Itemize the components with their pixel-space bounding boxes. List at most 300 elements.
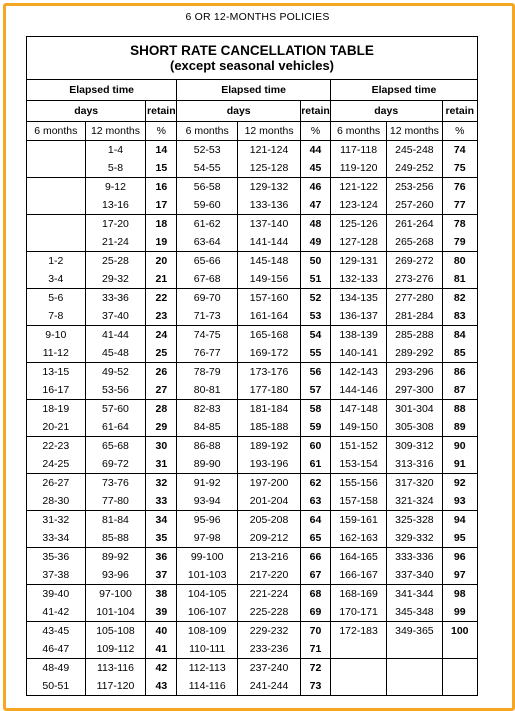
days-header-3: days [330,101,442,122]
cell-twelve-months: 245-248 [387,141,442,160]
cell-retain: 42 [146,659,177,678]
cell-six-months [27,233,86,252]
table-row [27,233,478,252]
cell-retain: 60 [301,437,331,456]
cell-retain: 81 [442,270,477,289]
cell-six-months: 168-169 [330,585,386,604]
cell-six-months [27,141,86,160]
cell-retain: 49 [301,233,331,252]
cell-retain: 48 [301,215,331,234]
cell-six-months: 112-113 [177,659,238,678]
cell-retain: 74 [442,141,477,160]
cell-six-months: 1-2 [27,252,86,271]
six-months-header-2: 6 months [177,122,238,141]
table-row [27,566,478,585]
cell-twelve-months: 277-280 [387,289,442,308]
cell-retain: 95 [442,529,477,548]
cell-six-months: 84-85 [177,418,238,437]
table-row [27,603,478,622]
table-row [27,455,478,474]
cell-six-months: 9-10 [27,326,86,345]
cell-six-months: 46-47 [27,640,86,659]
cell-retain [442,640,477,659]
cell-twelve-months: 297-300 [387,381,442,400]
cell-twelve-months: 121-124 [238,141,301,160]
cell-twelve-months: 137-140 [238,215,301,234]
table-row [27,622,478,641]
cell-six-months: 13-15 [27,363,86,382]
cell-six-months: 164-165 [330,548,386,567]
cell-six-months: 39-40 [27,585,86,604]
cell-retain: 15 [146,159,177,178]
cell-twelve-months: 165-168 [238,326,301,345]
cell-twelve-months: 193-196 [238,455,301,474]
cell-twelve-months: 141-144 [238,233,301,252]
cell-retain: 63 [301,492,331,511]
table-row [27,511,478,530]
cell-twelve-months: 233-236 [238,640,301,659]
cell-retain: 85 [442,344,477,363]
cell-six-months: 43-45 [27,622,86,641]
cell-retain: 29 [146,418,177,437]
cell-six-months: 123-124 [330,196,386,215]
cell-retain: 31 [146,455,177,474]
table-row [27,474,478,493]
cell-six-months: 134-135 [330,289,386,308]
cell-twelve-months: 209-212 [238,529,301,548]
cell-retain: 90 [442,437,477,456]
cell-retain: 93 [442,492,477,511]
cell-six-months: 129-131 [330,252,386,271]
cell-retain: 50 [301,252,331,271]
elapsed-time-header-2: Elapsed time [177,80,331,101]
percent-header-1: % [146,122,177,141]
table-row [27,215,478,234]
cell-twelve-months: 21-24 [85,233,146,252]
cell-twelve-months: 57-60 [85,400,146,419]
cell-six-months: 69-70 [177,289,238,308]
cell-six-months: 132-133 [330,270,386,289]
cell-six-months: 147-148 [330,400,386,419]
cell-six-months: 31-32 [27,511,86,530]
cell-six-months: 106-107 [177,603,238,622]
cell-retain: 36 [146,548,177,567]
cell-twelve-months: 13-16 [85,196,146,215]
cell-six-months: 26-27 [27,474,86,493]
cell-six-months [27,196,86,215]
cell-retain: 92 [442,474,477,493]
cell-twelve-months: 37-40 [85,307,146,326]
cell-six-months [27,215,86,234]
table-row [27,307,478,326]
cell-twelve-months: 129-132 [238,178,301,197]
short-rate-table [26,36,478,696]
cell-six-months: 59-60 [177,196,238,215]
cell-six-months: 157-158 [330,492,386,511]
cell-retain: 89 [442,418,477,437]
table-title-cell [27,37,478,80]
cell-twelve-months: 237-240 [238,659,301,678]
cell-retain: 26 [146,363,177,382]
cell-twelve-months: 169-172 [238,344,301,363]
cell-retain: 77 [442,196,477,215]
cell-retain: 98 [442,585,477,604]
cell-retain: 59 [301,418,331,437]
table-row [27,437,478,456]
cell-six-months: 99-100 [177,548,238,567]
cell-retain: 87 [442,381,477,400]
cell-retain: 40 [146,622,177,641]
cell-six-months: 52-53 [177,141,238,160]
cell-six-months: 50-51 [27,677,86,696]
percent-header-2: % [301,122,331,141]
cell-twelve-months: 221-224 [238,585,301,604]
table-row [27,159,478,178]
percent-header-3: % [442,122,477,141]
cell-six-months: 121-122 [330,178,386,197]
cell-twelve-months: 81-84 [85,511,146,530]
cell-twelve-months: 97-100 [85,585,146,604]
table-row [27,270,478,289]
cell-twelve-months: 213-216 [238,548,301,567]
cell-retain: 76 [442,178,477,197]
cell-retain: 56 [301,363,331,382]
elapsed-time-header-1: Elapsed time [27,80,177,101]
cell-twelve-months: 77-80 [85,492,146,511]
cell-retain: 88 [442,400,477,419]
cell-six-months: 93-94 [177,492,238,511]
cell-retain: 69 [301,603,331,622]
cell-twelve-months: 301-304 [387,400,442,419]
cell-six-months: 37-38 [27,566,86,585]
cell-twelve-months: 281-284 [387,307,442,326]
cell-twelve-months: 113-116 [85,659,146,678]
cell-retain: 66 [301,548,331,567]
cell-six-months: 54-55 [177,159,238,178]
cell-six-months: 117-118 [330,141,386,160]
cell-twelve-months: 205-208 [238,511,301,530]
cell-retain: 83 [442,307,477,326]
cell-six-months: 151-152 [330,437,386,456]
cell-twelve-months: 225-228 [238,603,301,622]
cell-twelve-months: 61-64 [85,418,146,437]
cell-twelve-months: 177-180 [238,381,301,400]
cell-six-months [330,640,386,659]
table-row [27,344,478,363]
cell-retain: 30 [146,437,177,456]
cell-six-months: 97-98 [177,529,238,548]
cell-retain: 22 [146,289,177,308]
retain-header-2: retain [301,101,331,122]
cell-six-months: 142-143 [330,363,386,382]
table-row [27,141,478,160]
cell-six-months: 20-21 [27,418,86,437]
six-months-header-1: 6 months [27,122,86,141]
elapsed-time-header-3: Elapsed time [330,80,477,101]
cell-twelve-months: 289-292 [387,344,442,363]
cell-twelve-months: 329-332 [387,529,442,548]
cell-twelve-months: 341-344 [387,585,442,604]
cell-twelve-months: 149-156 [238,270,301,289]
cell-retain: 53 [301,307,331,326]
cell-retain: 78 [442,215,477,234]
table-subtitle: (except seasonal vehicles) [169,58,335,73]
cell-twelve-months: 269-272 [387,252,442,271]
cell-retain: 100 [442,622,477,641]
cell-twelve-months: 73-76 [85,474,146,493]
cell-six-months: 82-83 [177,400,238,419]
cell-twelve-months: 321-324 [387,492,442,511]
cell-six-months: 24-25 [27,455,86,474]
table-row [27,529,478,548]
cell-retain: 33 [146,492,177,511]
cell-retain: 39 [146,603,177,622]
cell-six-months: 7-8 [27,307,86,326]
cell-retain: 71 [301,640,331,659]
cell-six-months: 78-79 [177,363,238,382]
cell-retain: 37 [146,566,177,585]
cell-twelve-months: 65-68 [85,437,146,456]
cell-six-months: 101-103 [177,566,238,585]
cell-six-months: 65-66 [177,252,238,271]
cell-six-months [330,677,386,696]
twelve-months-header-3: 12 months [387,122,442,141]
cell-retain: 80 [442,252,477,271]
table-row [27,585,478,604]
cell-retain: 68 [301,585,331,604]
cell-twelve-months: 249-252 [387,159,442,178]
retain-header-1: retain [146,101,177,122]
cell-twelve-months [387,640,442,659]
cell-retain: 99 [442,603,477,622]
cell-retain: 61 [301,455,331,474]
table-row [27,492,478,511]
cell-retain: 79 [442,233,477,252]
cell-six-months: 119-120 [330,159,386,178]
cell-retain: 17 [146,196,177,215]
cell-retain: 86 [442,363,477,382]
cell-retain: 25 [146,344,177,363]
cell-twelve-months: 53-56 [85,381,146,400]
cell-six-months: 144-146 [330,381,386,400]
twelve-months-header-1: 12 months [85,122,146,141]
cell-six-months: 155-156 [330,474,386,493]
cell-retain: 32 [146,474,177,493]
cell-six-months: 11-12 [27,344,86,363]
cell-twelve-months: 305-308 [387,418,442,437]
cell-retain: 65 [301,529,331,548]
cell-twelve-months [387,677,442,696]
table-row [27,381,478,400]
cell-six-months: 159-161 [330,511,386,530]
cell-twelve-months: 105-108 [85,622,146,641]
cell-six-months: 41-42 [27,603,86,622]
cell-six-months: 172-183 [330,622,386,641]
cell-twelve-months: 273-276 [387,270,442,289]
cell-twelve-months: 261-264 [387,215,442,234]
cell-six-months: 136-137 [330,307,386,326]
cell-retain: 67 [301,566,331,585]
cell-twelve-months: 189-192 [238,437,301,456]
cell-twelve-months: 313-316 [387,455,442,474]
cell-twelve-months: 133-136 [238,196,301,215]
cell-six-months: 114-116 [177,677,238,696]
table-row [27,196,478,215]
cell-twelve-months: 17-20 [85,215,146,234]
cell-retain: 72 [301,659,331,678]
cell-twelve-months: 309-312 [387,437,442,456]
cell-six-months [27,178,86,197]
cell-twelve-months: 293-296 [387,363,442,382]
cell-six-months: 89-90 [177,455,238,474]
cell-six-months [27,159,86,178]
cell-six-months: 166-167 [330,566,386,585]
cell-twelve-months: 349-365 [387,622,442,641]
cell-six-months: 71-73 [177,307,238,326]
cell-retain: 16 [146,178,177,197]
cell-retain: 35 [146,529,177,548]
days-header-2: days [177,101,301,122]
cell-twelve-months: 109-112 [85,640,146,659]
cell-retain: 51 [301,270,331,289]
cell-six-months: 170-171 [330,603,386,622]
cell-twelve-months: 85-88 [85,529,146,548]
cell-twelve-months: 145-148 [238,252,301,271]
cell-twelve-months: 5-8 [85,159,146,178]
cell-twelve-months: 265-268 [387,233,442,252]
table-row [27,178,478,197]
cell-retain: 18 [146,215,177,234]
table-row [27,289,478,308]
cell-twelve-months: 333-336 [387,548,442,567]
cell-six-months: 63-64 [177,233,238,252]
cell-retain: 19 [146,233,177,252]
cell-six-months: 18-19 [27,400,86,419]
cell-twelve-months: 201-204 [238,492,301,511]
cell-retain: 43 [146,677,177,696]
cell-twelve-months: 337-340 [387,566,442,585]
cell-twelve-months: 253-256 [387,178,442,197]
cell-twelve-months: 69-72 [85,455,146,474]
cell-six-months: 74-75 [177,326,238,345]
cell-retain: 73 [301,677,331,696]
cell-twelve-months: 33-36 [85,289,146,308]
six-months-header-3: 6 months [330,122,386,141]
cell-twelve-months: 181-184 [238,400,301,419]
cell-twelve-months: 25-28 [85,252,146,271]
cell-retain: 75 [442,159,477,178]
cell-six-months: 108-109 [177,622,238,641]
cell-twelve-months: 49-52 [85,363,146,382]
cell-retain: 45 [301,159,331,178]
cell-six-months: 33-34 [27,529,86,548]
cell-retain: 24 [146,326,177,345]
table-title: SHORT RATE CANCELLATION TABLE [130,43,374,58]
cell-twelve-months: 241-244 [238,677,301,696]
cell-twelve-months: 173-176 [238,363,301,382]
cell-twelve-months: 45-48 [85,344,146,363]
cell-six-months: 28-30 [27,492,86,511]
table-row [27,252,478,271]
cell-retain: 21 [146,270,177,289]
cell-six-months: 22-23 [27,437,86,456]
cell-retain: 38 [146,585,177,604]
cell-six-months: 80-81 [177,381,238,400]
cell-retain: 91 [442,455,477,474]
days-header-1: days [27,101,146,122]
cell-retain: 44 [301,141,331,160]
cell-retain: 64 [301,511,331,530]
cell-six-months: 61-62 [177,215,238,234]
cell-six-months: 67-68 [177,270,238,289]
cell-six-months: 127-128 [330,233,386,252]
cell-retain: 20 [146,252,177,271]
table-row [27,640,478,659]
cell-six-months: 35-36 [27,548,86,567]
cell-six-months: 86-88 [177,437,238,456]
table-row [27,418,478,437]
cell-twelve-months: 9-12 [85,178,146,197]
cell-six-months: 110-111 [177,640,238,659]
cell-retain: 84 [442,326,477,345]
twelve-months-header-2: 12 months [238,122,301,141]
cell-retain: 41 [146,640,177,659]
cell-twelve-months: 125-128 [238,159,301,178]
cell-twelve-months: 29-32 [85,270,146,289]
cell-retain [442,659,477,678]
cell-retain: 58 [301,400,331,419]
cell-six-months [330,659,386,678]
cell-six-months: 104-105 [177,585,238,604]
cell-six-months: 95-96 [177,511,238,530]
cell-twelve-months: 41-44 [85,326,146,345]
cell-twelve-months: 101-104 [85,603,146,622]
cell-six-months: 3-4 [27,270,86,289]
cell-retain: 54 [301,326,331,345]
cell-retain: 14 [146,141,177,160]
cell-retain: 27 [146,381,177,400]
cell-retain: 47 [301,196,331,215]
cell-six-months: 138-139 [330,326,386,345]
cell-twelve-months: 345-348 [387,603,442,622]
cell-twelve-months: 1-4 [85,141,146,160]
table-row [27,326,478,345]
cell-six-months: 153-154 [330,455,386,474]
cell-retain: 23 [146,307,177,326]
cell-retain: 97 [442,566,477,585]
cell-six-months: 91-92 [177,474,238,493]
cell-retain: 28 [146,400,177,419]
cell-six-months: 5-6 [27,289,86,308]
table-row [27,400,478,419]
retain-header-3: retain [442,101,477,122]
cell-twelve-months: 157-160 [238,289,301,308]
cell-six-months: 48-49 [27,659,86,678]
cell-retain: 82 [442,289,477,308]
cell-twelve-months: 217-220 [238,566,301,585]
cell-twelve-months: 185-188 [238,418,301,437]
cell-retain: 94 [442,511,477,530]
cell-six-months: 125-126 [330,215,386,234]
cell-twelve-months: 117-120 [85,677,146,696]
cell-retain: 96 [442,548,477,567]
cell-six-months: 56-58 [177,178,238,197]
cell-retain [442,677,477,696]
cell-retain: 55 [301,344,331,363]
cell-twelve-months: 285-288 [387,326,442,345]
cell-retain: 46 [301,178,331,197]
cell-retain: 34 [146,511,177,530]
